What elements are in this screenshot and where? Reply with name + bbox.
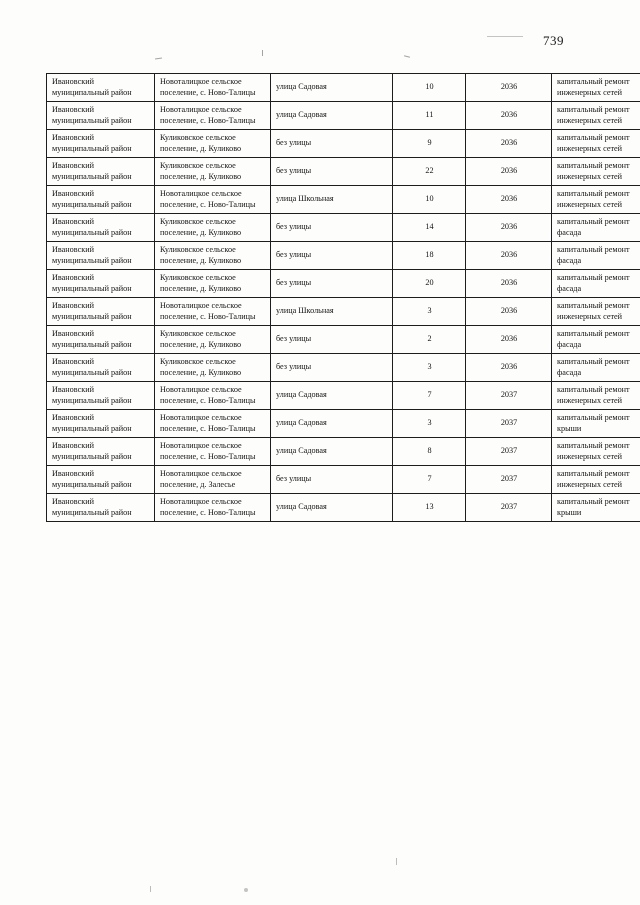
cell-year: 2036: [466, 242, 552, 270]
cell-house: 8: [393, 438, 466, 466]
cell-work: капитальный ремонт крыши: [552, 410, 640, 438]
cell-house: 2: [393, 326, 466, 354]
cell-work: капитальный ремонт инженерных сетей: [552, 466, 640, 494]
cell-house: 3: [393, 298, 466, 326]
cell-work: капитальный ремонт инженерных сетей: [552, 438, 640, 466]
cell-district: Ивановский муниципальный район: [47, 270, 155, 298]
cell-work: капитальный ремонт фасада: [552, 354, 640, 382]
cell-street: без улицы: [271, 214, 393, 242]
table-row: [47, 242, 640, 270]
cell-settlement: Новоталицкое сельское поселение, д. Залесье: [155, 466, 271, 494]
cell-work: капитальный ремонт инженерных сетей: [552, 74, 640, 102]
cell-year: 2037: [466, 466, 552, 494]
table-row: [47, 466, 640, 494]
page-number: 739: [543, 33, 564, 48]
cell-year: 2037: [466, 410, 552, 438]
scan-artifact: [150, 886, 151, 892]
cell-work: капитальный ремонт инженерных сетей: [552, 298, 640, 326]
table-row: [47, 494, 640, 522]
cell-year: 2036: [466, 354, 552, 382]
table-row: [47, 214, 640, 242]
scan-artifact: [396, 858, 397, 865]
cell-settlement: Новоталицкое сельское поселение, с. Ново-Талицы: [155, 438, 271, 466]
cell-house: 13: [393, 494, 466, 522]
cell-street: без улицы: [271, 158, 393, 186]
cell-district: Ивановский муниципальный район: [47, 214, 155, 242]
scan-artifact: [404, 55, 410, 57]
cell-district: Ивановский муниципальный район: [47, 102, 155, 130]
scan-artifact: [155, 58, 162, 60]
cell-year: 2036: [466, 158, 552, 186]
cell-year: 2036: [466, 102, 552, 130]
cell-district: Ивановский муниципальный район: [47, 494, 155, 522]
cell-work: капитальный ремонт инженерных сетей: [552, 186, 640, 214]
table-row: [47, 186, 640, 214]
cell-street: улица Садовая: [271, 494, 393, 522]
cell-house: 3: [393, 354, 466, 382]
cell-house: 18: [393, 242, 466, 270]
table-row: [47, 158, 640, 186]
cell-settlement: Новоталицкое сельское поселение, с. Ново-Талицы: [155, 186, 271, 214]
cell-street: без улицы: [271, 326, 393, 354]
cell-street: улица Садовая: [271, 382, 393, 410]
cell-street: без улицы: [271, 466, 393, 494]
cell-work: капитальный ремонт крыши: [552, 494, 640, 522]
cell-district: Ивановский муниципальный район: [47, 438, 155, 466]
table-row: [47, 410, 640, 438]
cell-work: капитальный ремонт фасада: [552, 270, 640, 298]
table-row: [47, 438, 640, 466]
cell-house: 10: [393, 74, 466, 102]
cell-year: 2036: [466, 298, 552, 326]
table-row: [47, 298, 640, 326]
cell-district: Ивановский муниципальный район: [47, 74, 155, 102]
scan-artifact: [244, 888, 248, 892]
cell-year: 2037: [466, 382, 552, 410]
cell-work: капитальный ремонт фасада: [552, 214, 640, 242]
cell-work: капитальный ремонт фасада: [552, 242, 640, 270]
scan-artifact: [262, 50, 263, 56]
table-body: [47, 74, 640, 522]
cell-settlement: Новоталицкое сельское поселение, с. Ново-Талицы: [155, 102, 271, 130]
cell-settlement: Новоталицкое сельское поселение, с. Ново-Талицы: [155, 74, 271, 102]
cell-settlement: Куликовское сельское поселение, д. Куликово: [155, 130, 271, 158]
cell-settlement: Новоталицкое сельское поселение, с. Ново-Талицы: [155, 298, 271, 326]
table-row: [47, 270, 640, 298]
cell-district: Ивановский муниципальный район: [47, 158, 155, 186]
cell-year: 2036: [466, 74, 552, 102]
cell-year: 2036: [466, 326, 552, 354]
cell-settlement: Новоталицкое сельское поселение, с. Ново-Талицы: [155, 494, 271, 522]
cell-house: 9: [393, 130, 466, 158]
cell-house: 14: [393, 214, 466, 242]
cell-district: Ивановский муниципальный район: [47, 186, 155, 214]
cell-work: капитальный ремонт инженерных сетей: [552, 102, 640, 130]
table-row: [47, 74, 640, 102]
cell-street: улица Школьная: [271, 298, 393, 326]
cell-street: без улицы: [271, 354, 393, 382]
cell-street: без улицы: [271, 130, 393, 158]
cell-district: Ивановский муниципальный район: [47, 354, 155, 382]
table-row: [47, 326, 640, 354]
cell-district: Ивановский муниципальный район: [47, 466, 155, 494]
cell-year: 2036: [466, 186, 552, 214]
cell-settlement: Куликовское сельское поселение, д. Куликово: [155, 214, 271, 242]
cell-settlement: Куликовское сельское поселение, д. Куликово: [155, 242, 271, 270]
cell-house: 10: [393, 186, 466, 214]
cell-house: 7: [393, 382, 466, 410]
cell-street: улица Садовая: [271, 102, 393, 130]
cell-year: 2036: [466, 130, 552, 158]
cell-work: капитальный ремонт фасада: [552, 326, 640, 354]
cell-house: 7: [393, 466, 466, 494]
cell-district: Ивановский муниципальный район: [47, 130, 155, 158]
cell-street: улица Садовая: [271, 74, 393, 102]
cell-house: 20: [393, 270, 466, 298]
cell-district: Ивановский муниципальный район: [47, 298, 155, 326]
cell-district: Ивановский муниципальный район: [47, 410, 155, 438]
cell-house: 3: [393, 410, 466, 438]
table-row: [47, 130, 640, 158]
cell-work: капитальный ремонт инженерных сетей: [552, 382, 640, 410]
cell-settlement: Куликовское сельское поселение, д. Куликово: [155, 354, 271, 382]
cell-street: без улицы: [271, 270, 393, 298]
cell-street: без улицы: [271, 242, 393, 270]
cell-house: 11: [393, 102, 466, 130]
cell-work: капитальный ремонт инженерных сетей: [552, 158, 640, 186]
table-row: [47, 382, 640, 410]
scan-artifact: [487, 36, 523, 37]
cell-year: 2037: [466, 438, 552, 466]
cell-year: 2037: [466, 494, 552, 522]
cell-work: капитальный ремонт инженерных сетей: [552, 130, 640, 158]
cell-settlement: Куликовское сельское поселение, д. Куликово: [155, 158, 271, 186]
cell-district: Ивановский муниципальный район: [47, 242, 155, 270]
cell-house: 22: [393, 158, 466, 186]
cell-year: 2036: [466, 270, 552, 298]
cell-settlement: Новоталицкое сельское поселение, с. Ново-Талицы: [155, 410, 271, 438]
cell-settlement: Куликовское сельское поселение, д. Куликово: [155, 270, 271, 298]
cell-settlement: Новоталицкое сельское поселение, с. Ново-Талицы: [155, 382, 271, 410]
capital-repair-table: [46, 73, 640, 522]
cell-district: Ивановский муниципальный район: [47, 326, 155, 354]
cell-street: улица Садовая: [271, 438, 393, 466]
cell-street: улица Школьная: [271, 186, 393, 214]
table-row: [47, 102, 640, 130]
cell-year: 2036: [466, 214, 552, 242]
cell-district: Ивановский муниципальный район: [47, 382, 155, 410]
cell-settlement: Куликовское сельское поселение, д. Куликово: [155, 326, 271, 354]
table-row: [47, 354, 640, 382]
cell-street: улица Садовая: [271, 410, 393, 438]
